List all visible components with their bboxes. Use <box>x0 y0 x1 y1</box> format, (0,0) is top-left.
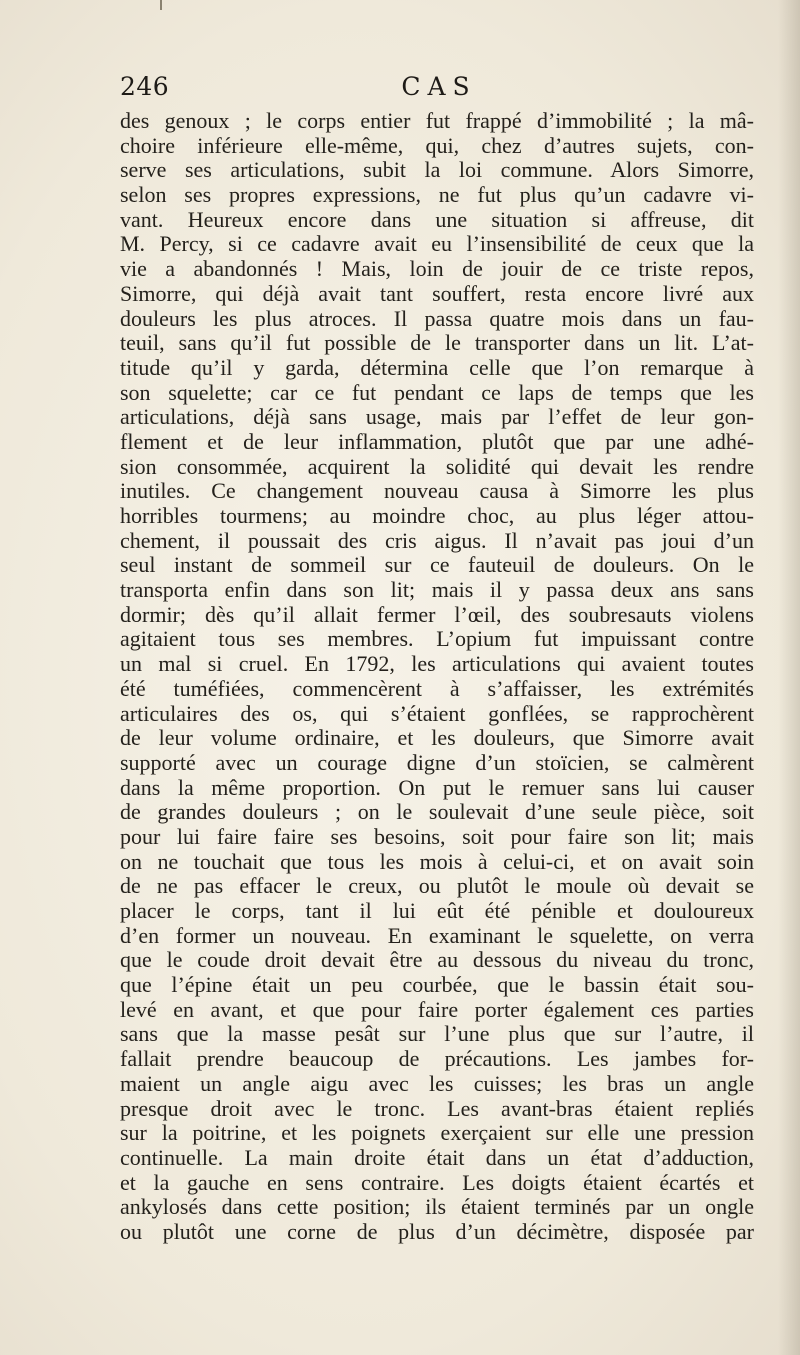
text-line: on ne touchait que tous les mois à celui-ci, et on avait soin <box>120 848 754 874</box>
text-line: placer le corps, tant il lui eût été pénible et douloureux <box>120 898 754 923</box>
text-line: Simorre, qui déjà avait tant souffert, resta encore livré aux <box>120 280 754 306</box>
text-line: que l’épine était un peu courbée, que le bassin était sou- <box>120 972 754 998</box>
running-title: CAS <box>401 72 477 101</box>
text-line: été tuméfiées, commencèrent à s’affaisser, les extrémités <box>120 675 754 701</box>
text-line: vie a abandonnés ! Mais, loin de jouir de ce triste repos, <box>120 256 754 282</box>
text-line: de leur volume ordinaire, et les douleurs, que Simorre avait <box>120 725 754 751</box>
text-line: maient un angle aigu avec les cuisses; les bras un angle <box>120 1070 754 1096</box>
text-line: flement et de leur inflammation, plutôt que par une adhé- <box>120 428 754 454</box>
text-line: selon ses propres expressions, ne fut plus qu’un cadavre vi- <box>120 182 754 208</box>
text-line: dormir; dès qu’il allait fermer l’œil, des soubresauts violens <box>120 601 754 627</box>
text-line: inutiles. Ce changement nouveau causa à Simorre les plus <box>120 478 754 504</box>
text-line: dans la même proportion. On put le remuer sans lui causer <box>120 774 754 800</box>
text-line: de grandes douleurs ; on le soulevait d’une seule pièce, soit <box>120 799 754 825</box>
text-line: sans que la masse pesât sur l’une plus que sur l’autre, il <box>120 1021 754 1047</box>
text-line: et la gauche en sens contraire. Les doigts étaient écartés et <box>120 1169 754 1195</box>
text-line: seul instant de sommeil sur ce fauteuil de douleurs. On le <box>120 552 754 578</box>
text-line: douleurs les plus atroces. Il passa quatre mois dans un fau- <box>120 305 754 331</box>
text-line: supporté avec un courage digne d’un stoïcien, se calmèrent <box>120 749 754 775</box>
text-line: presque droit avec le tronc. Les avant-bras étaient repliés <box>120 1095 754 1121</box>
text-line: agitaient tous ses membres. L’opium fut impuissant contre <box>120 626 754 652</box>
text-line: sur la poitrine, et les poignets exerçaient sur elle une pression <box>120 1120 754 1146</box>
text-line: vant. Heureux encore dans une situation si affreuse, dit <box>120 206 754 232</box>
text-line: fallait prendre beaucoup de précautions. Les jambes for- <box>120 1046 754 1072</box>
text-line: articulaires des os, qui s’étaient gonflées, se rapprochèrent <box>120 700 754 726</box>
text-line: transporta enfin dans son lit; mais il y passa deux ans sans <box>120 577 754 603</box>
text-line: pour lui faire faire ses besoins, soit pour faire son lit; mais <box>120 823 754 849</box>
text-line: des genoux ; le corps entier fut frappé d’immobilité ; la mâ- <box>120 108 754 133</box>
text-line: de ne pas effacer le creux, ou plutôt le moule où devait se <box>120 873 754 899</box>
page-number: 246 <box>120 72 170 101</box>
text-line: articulations, déjà sans usage, mais par l’effet de leur gon- <box>120 404 754 430</box>
text-line: son squelette; car ce fut pendant ce laps de temps que les <box>120 379 754 405</box>
text-line: ankylosés dans cette position; ils étaient terminés par un ongle <box>120 1194 754 1220</box>
text-line: continuelle. La main droite était dans un état d’adduction, <box>120 1144 754 1170</box>
text-line: un mal si cruel. En 1792, les articulations qui avaient toutes <box>120 651 754 677</box>
text-line: levé en avant, et que pour faire porter également ces parties <box>120 996 754 1022</box>
text-line: teuil, sans qu’il fut possible de le transporter dans un lit. L’at- <box>120 330 754 356</box>
margin-mark <box>160 0 162 10</box>
page-header <box>120 72 758 108</box>
page-gutter-shadow <box>778 0 800 1355</box>
text-line: d’en former un nouveau. En examinant le squelette, on verra <box>120 922 754 948</box>
text-line: serve ses articulations, subit la loi commune. Alors Simorre, <box>120 157 754 183</box>
text-line: titude qu’il y garda, détermina celle que l’on remarque à <box>120 354 754 380</box>
text-line: que le coude droit devait être au dessous du niveau du tronc, <box>120 947 754 973</box>
text-line: sion consommée, acquirent la solidité qui devait les rendre <box>120 453 754 479</box>
text-line: horribles tourmens; au moindre choc, au plus léger attou- <box>120 503 754 528</box>
text-line: choire inférieure elle-même, qui, chez d’autres sujets, con- <box>120 132 754 158</box>
text-line: chement, il poussait des cris aigus. Il n’avait pas joui d’un <box>120 527 754 553</box>
text-line: M. Percy, si ce cadavre avait eu l’insensibilité de ceux que la <box>120 231 754 257</box>
body-text <box>120 109 754 1245</box>
text-line: ou plutôt une corne de plus d’un décimètre, disposée par <box>120 1218 754 1244</box>
